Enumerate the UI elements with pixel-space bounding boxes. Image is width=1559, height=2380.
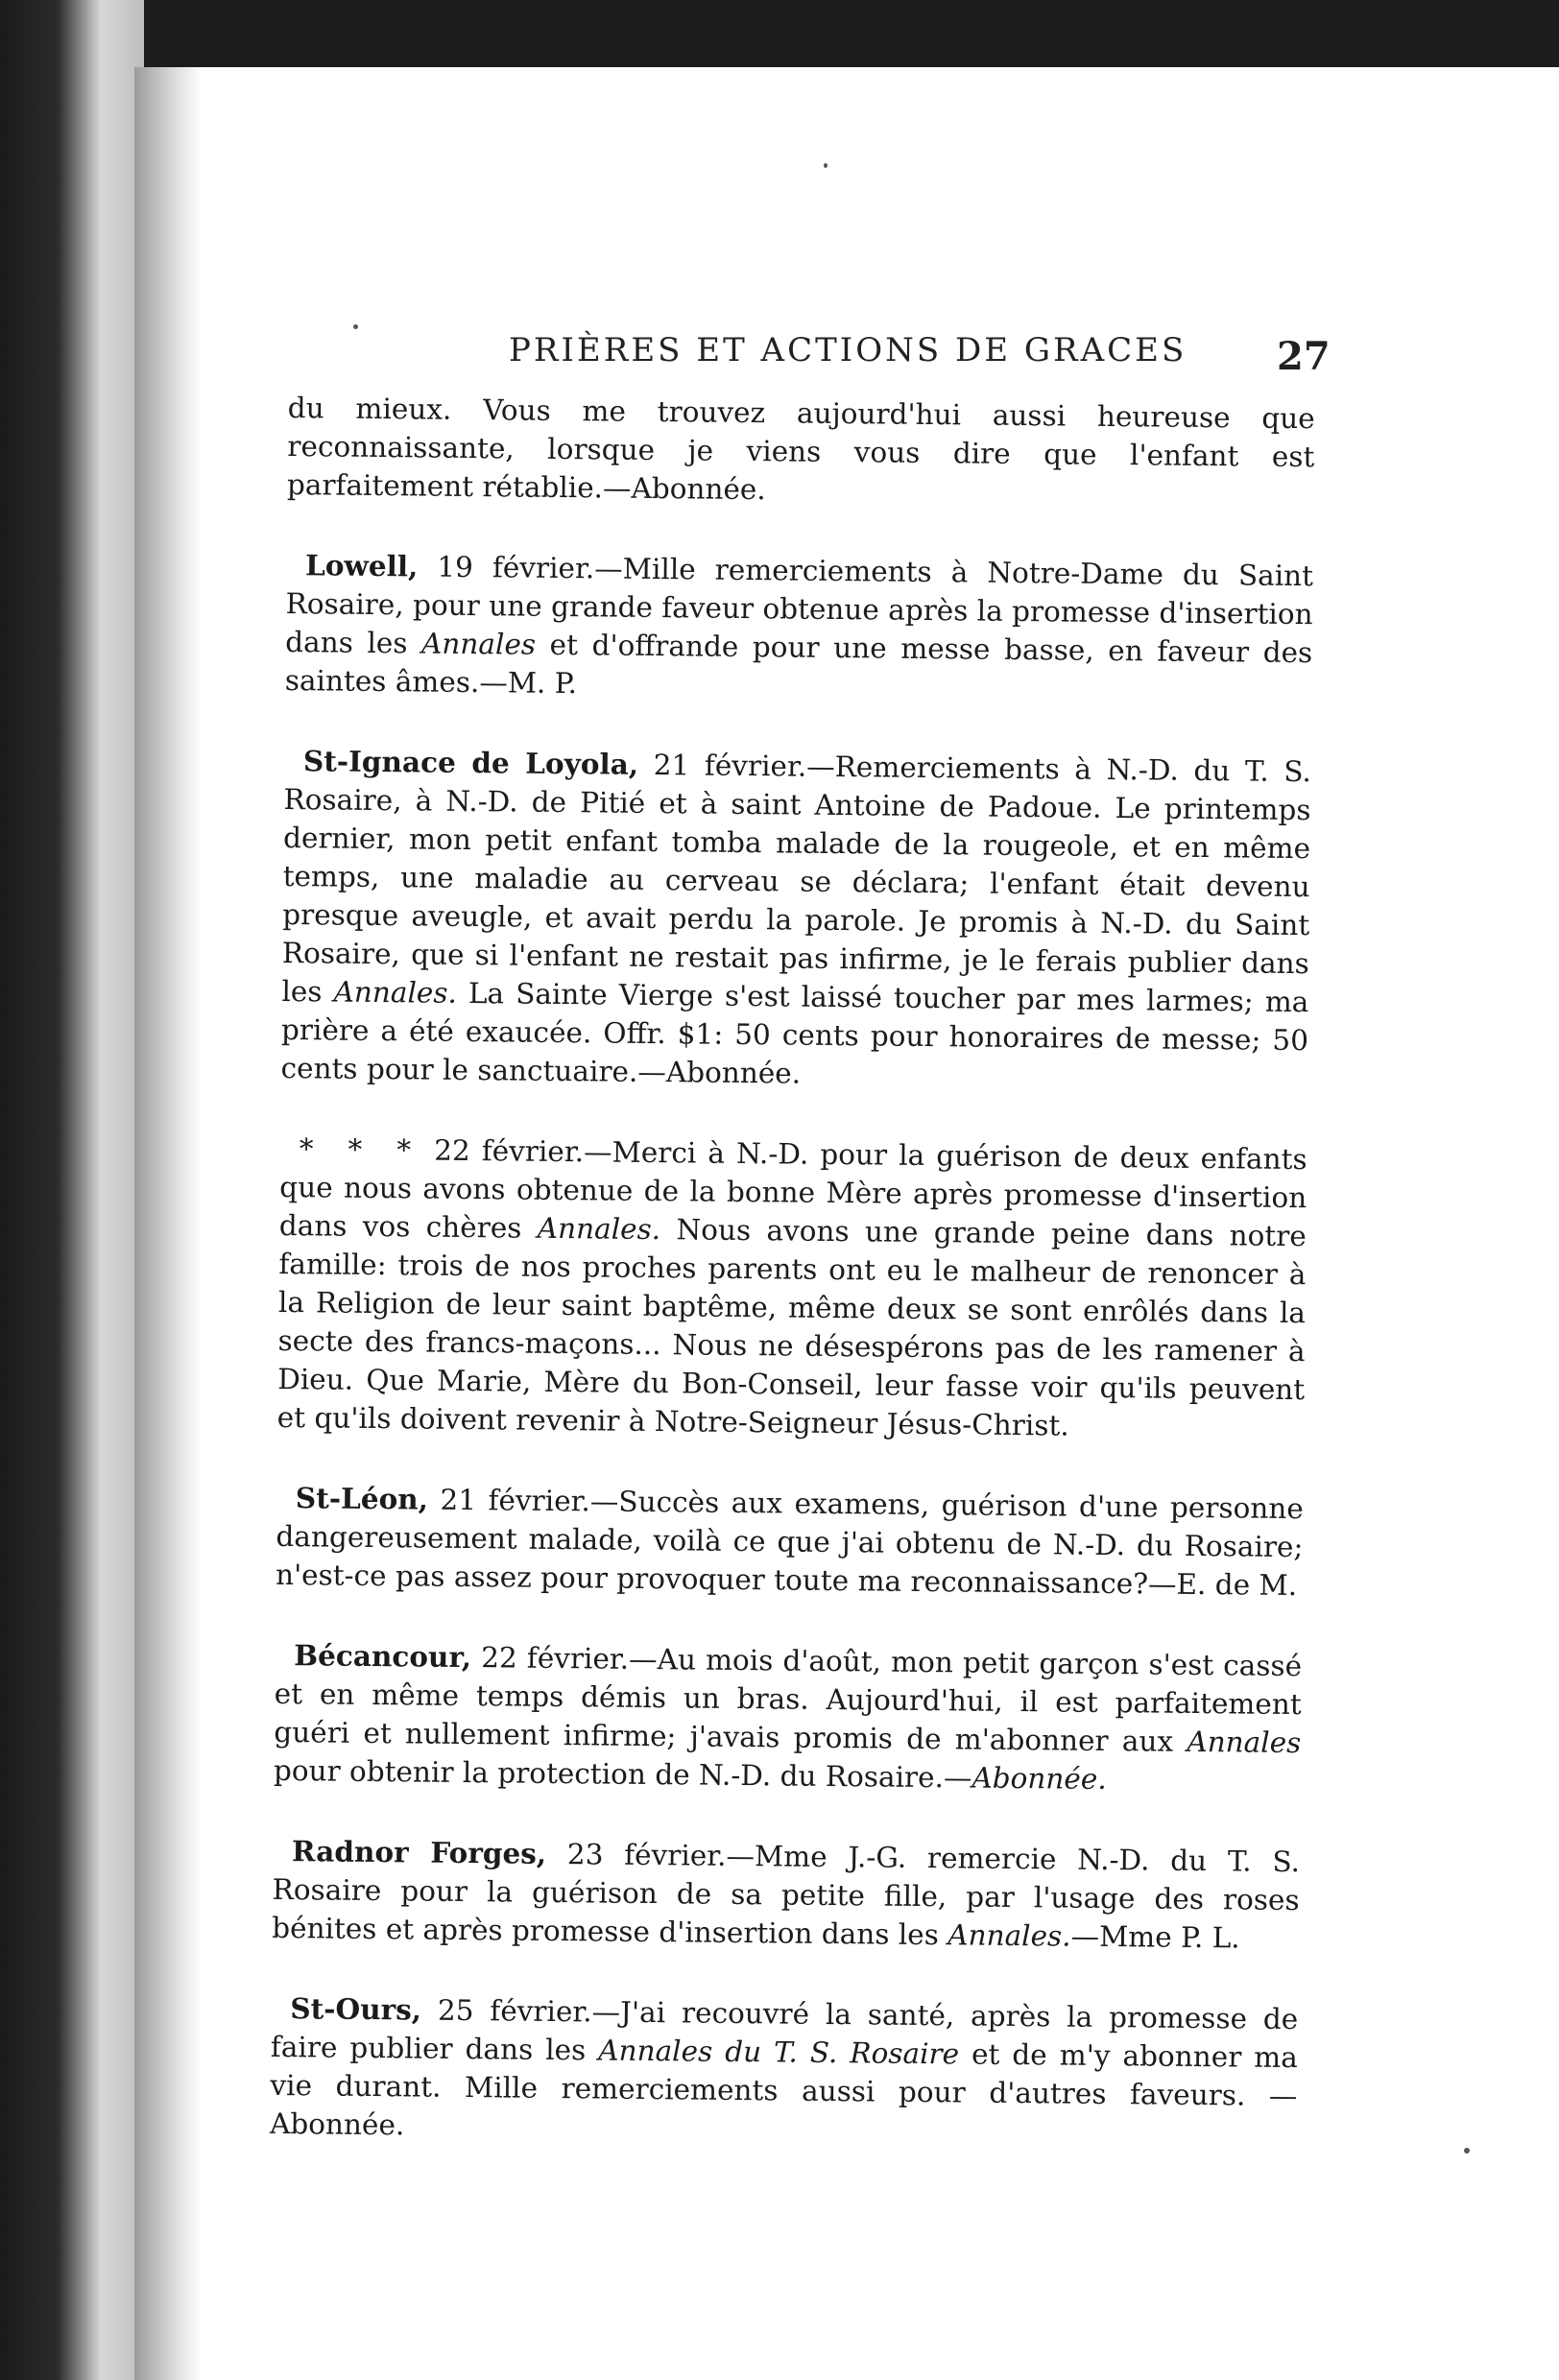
place-name: St-Ignace de Loyola, bbox=[302, 744, 639, 781]
place-name: St-Ours, bbox=[290, 1991, 422, 2027]
entry-date: 19 février.— bbox=[418, 550, 623, 585]
entry-date: 22 février.— bbox=[421, 1133, 612, 1169]
entry-date: 22 février.— bbox=[470, 1641, 658, 1677]
page-gutter-shadow bbox=[134, 67, 202, 2380]
body-text bbox=[269, 389, 1315, 2196]
entry-anonymous bbox=[277, 1130, 1307, 1447]
entry-text: Nous avons une grande peine dans notre famille: trois de nos proches parents ont eu le malheur de renoncer à la Religion de leur saint baptême, même deux se sont enrôlés dans la secte des francs-maçons... Nous ne désespérons pas de les ramener à Dieu. Que Marie, Mère du Bon-Conseil, leur fasse voir qu'ils peuvent et qu'ils doivent revenir à Notre-Seigneur Jésus-Christ. bbox=[276, 1213, 1307, 1442]
entry-becancour bbox=[274, 1636, 1303, 1800]
entry-date: 21 février.— bbox=[637, 748, 835, 783]
entry-text: La Sainte Vierge s'est laissé toucher par mes larmes; ma prière a été exaucée. Offr. $1: 50 cents pour honoraires de messe; 50 cents pour le sanctuaire.—Abonnée. bbox=[280, 976, 1309, 1090]
entry-date: 21 février.— bbox=[427, 1483, 619, 1518]
place-name: Lowell, bbox=[304, 548, 419, 583]
entry-text: —Mme P. L. bbox=[1070, 1919, 1240, 1955]
entry-st-leon bbox=[276, 1479, 1304, 1605]
entry-date: 23 février.— bbox=[545, 1837, 756, 1873]
page-number: 27 bbox=[1277, 334, 1331, 379]
place-name: Bécancour, bbox=[293, 1638, 472, 1675]
scan-speck bbox=[824, 163, 827, 168]
entry-text: et d'offrande pour une messe basse, en faveur des saintes âmes.—M. P. bbox=[284, 628, 1313, 701]
entry-date: 25 février.— bbox=[420, 1993, 621, 2029]
entry-text: pour obtenir la protection de N.-D. du Rosaire.— bbox=[273, 1753, 972, 1795]
entry-st-ours bbox=[270, 1989, 1299, 2154]
entry-text: et de m'y abonner ma vie durant. Mille remerciements aussi pour d'autres faveurs. —Abonnée. bbox=[269, 2037, 1299, 2142]
entry-lowell bbox=[285, 546, 1314, 710]
entry-radnor-forges bbox=[272, 1832, 1300, 1958]
italic-title: Annales du T. S. Rosaire bbox=[598, 2034, 960, 2071]
entry-text: Mme J.-G. remercie N.-D. du T. S. Rosaire pour la guérison de sa petite fille, par l'usage des roses bénites et après promesse d'insertion dans les bbox=[272, 1840, 1301, 1952]
italic-title: Annales bbox=[420, 627, 537, 661]
scan-speck bbox=[353, 324, 358, 329]
continued-paragraph bbox=[287, 389, 1315, 514]
scan-margin-left bbox=[0, 0, 144, 2380]
place-name: Radnor Forges, bbox=[291, 1834, 547, 1870]
entry-text: Merci à N.-D. pour la guérison de deux enfants que nous avons obtenue de la bonne Mère après promesse d'insertion dans vos chères bbox=[278, 1135, 1307, 1245]
entry-st-ignace bbox=[280, 742, 1311, 1098]
running-title: PRIÈRES ET ACTIONS DE GRACES bbox=[509, 331, 1187, 369]
italic-title: Annales. bbox=[333, 975, 458, 1010]
italic-title: Annales. bbox=[537, 1211, 661, 1247]
paragraph-text: du mieux. Vous me trouvez aujourd'hui aussi heureuse que reconnaissante, lorsque je viens vous dire que l'enfant est parfaitement rétablie.—Abonnée. bbox=[286, 391, 1315, 507]
italic-signature: Abonnée. bbox=[971, 1761, 1107, 1797]
entry-text: Au mois d'août, mon petit garçon s'est cassé et en même temps démis un bras. Aujourd'hui, il est parfaitement guéri et nullement infirme; j'avais promis de m'abonner aux bbox=[274, 1643, 1303, 1758]
italic-title: Annales bbox=[1187, 1725, 1302, 1760]
italic-title: Annales. bbox=[947, 1918, 1071, 1953]
entry-text: Mille remerciements à Notre-Dame du Saint Rosaire, pour une grande faveur obtenue après la promesse d'insertion dans les bbox=[285, 552, 1314, 660]
anonymous-stars: * * * bbox=[299, 1132, 423, 1167]
place-name: St-Léon, bbox=[295, 1481, 429, 1516]
entry-text: Remerciements à N.-D. du T. S. Rosaire, à N.-D. de Pitié et à saint Antoine de Padoue. Le printemps dernier, mon petit enfant tomba malade de la rougeole, et en même temps, une maladie au cerveau se déclara; l'enfant était devenu presque aveugle, et avait perdu la parole. Je promis à N.-D. du Saint Rosaire, que si l'enfant ne restait pas infirme, je le ferais publier dans les bbox=[281, 750, 1312, 1009]
entry-text: Succès aux examens, guérison d'une personne dangereusement malade, voilà ce que j'ai obtenu de N.-D. du Rosaire; n'est-ce pas assez pour provoquer toute ma reconnaissance?—E. de M. bbox=[275, 1485, 1305, 1603]
entry-text: J'ai recouvré la santé, après la promesse de faire publier dans les bbox=[270, 1995, 1299, 2067]
scan-speck bbox=[1464, 2148, 1470, 2154]
